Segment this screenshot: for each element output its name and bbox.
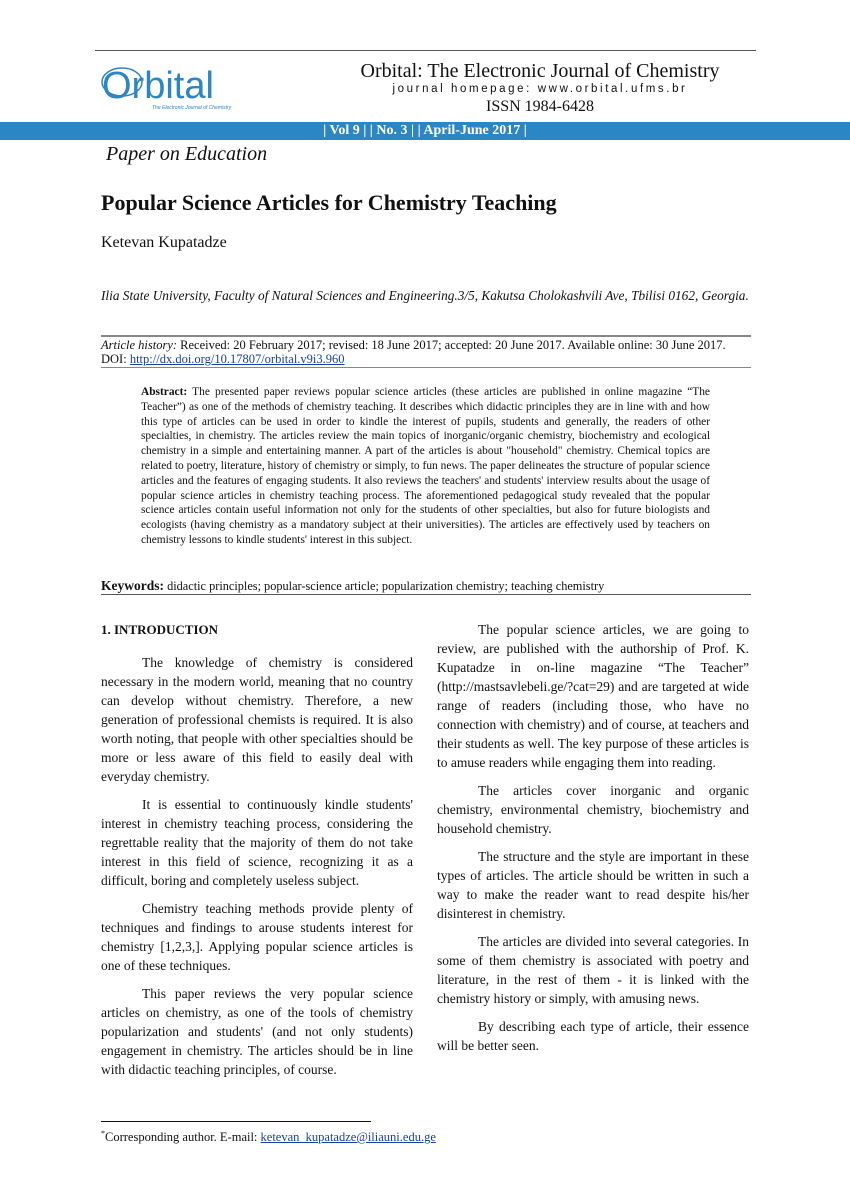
paragraph: It is essential to continuously kindle students' interest in chemistry teaching process, considering the regrettable reality that the majority of them do not take interest in this field of science, recognizing it as a difficult, boring and completely useless subject. [101, 797, 413, 888]
paragraph: The structure and the style are important in these types of articles. The article should be written in such a way to make the reader want to read despite his/her disinterest in chemistry. [437, 849, 749, 921]
journal-title: Orbital: The Electronic Journal of Chemistry [360, 60, 720, 82]
keywords [101, 578, 751, 594]
header-rule [95, 50, 756, 51]
paragraph: By describing each type of article, their essence will be better seen. [437, 1019, 749, 1053]
section-heading: 1. INTRODUCTION [101, 622, 219, 637]
abstract-text: The presented paper reviews popular science articles (these articles are published in online magazine “The Teacher”) as one of the methods of chemistry teaching. It describes which didactic principles they are in line with and how this type of articles can be used in order to kindle the interest of pupils, students and generally, the readers of other specialties, in chemistry. The articles review the main topics of inorganic/organic chemistry, biochemistry and ecological chemistry in a simple and entertaining manner. A part of the articles is about "household" chemistry. Chemical topics are related to poetry, literature, history of chemistry or simply, to fun news. The paper delineates the structure of popular science articles and the features of engaging students. It also reviews the teachers' and students' interview results about the usage of popular science articles in chemistry teaching process. The aforementioned pedagogical study revealed that the popular science articles contain useful information not only for the students of other specialties, but also for future biologists and ecologists (having chemistry as a mandatory subject at their universities). The articles are effectively used by teachers on chemistry lessons to kindle students' interest in this subject. [141, 386, 710, 546]
author-name: Ketevan Kupatadze [101, 234, 227, 251]
section-label: Paper on Education [106, 143, 268, 165]
orbital-logo [100, 60, 242, 112]
body-column-right [437, 620, 749, 1064]
abstract-label: Abstract: [141, 386, 188, 398]
history-label: Article history: [101, 338, 178, 352]
keywords-text: didactic principles; popular-science article; popularization chemistry; teaching chemistry [167, 579, 605, 593]
footnote-marker: * [101, 1129, 105, 1138]
affiliation: Ilia State University, Faculty of Natural Sciences and Engineering.3/5, Kakutsa Cholokashvili Ave, Tbilisi 0162, Georgia. [101, 288, 749, 303]
history-text: Received: 20 February 2017; revised: 18 June 2017; accepted: 20 June 2017. Available online: 30 June 2017. [180, 338, 726, 352]
footnote-text: Corresponding author. E-mail: [105, 1130, 261, 1145]
paragraph: The articles cover inorganic and organic chemistry, environmental chemistry, biochemistry and household chemistry. [437, 783, 749, 836]
history-rule-bottom [101, 367, 751, 368]
journal-homepage: journal homepage: www.orbital.ufms.br [392, 83, 688, 95]
keywords-rule [101, 594, 751, 595]
paragraph: The popular science articles, we are going to review, are published with the authorship of Prof. K. Kupatadze in on-line magazine “The Teacher” (http://mastsavlebeli.ge/?cat=29) and are targeted at wide range of readers (including those, who have no connection with chemistry) and of course, at teachers and their students as well. The key purpose of these articles is to amuse readers while engaging them into reading. [437, 622, 749, 770]
logo-text: Orbital [102, 65, 214, 107]
body-column-left [101, 620, 413, 1088]
author-email-link[interactable]: ketevan_kupatadze@iliauni.edu.ge [260, 1130, 436, 1145]
footnote [101, 1129, 436, 1145]
volume-info: | Vol 9 | | No. 3 | | April-June 2017 | [323, 123, 527, 138]
doi-label: DOI: [101, 352, 127, 366]
footnote-rule [101, 1121, 371, 1122]
doi-link[interactable]: http://dx.doi.org/10.17807/orbital.v9i3.960 [129, 352, 345, 366]
paragraph: This paper reviews the very popular science articles on chemistry, as one of the tools of chemistry popularization and students' (and not only students) engagement in chemistry. The articles should be in line with didactic teaching principles, of course. [101, 986, 413, 1077]
abstract [141, 385, 710, 548]
paragraph: Chemistry teaching methods provide plenty of techniques and findings to arouse students interest for chemistry [1,2,3,]. Applying popular science articles is one of these techniques. [101, 901, 413, 973]
paper-title: Popular Science Articles for Chemistry Teaching [101, 190, 557, 215]
keywords-label: Keywords: [101, 578, 164, 593]
journal-issn: ISSN 1984-6428 [485, 98, 594, 115]
logo-tagline: The Electronic Journal of Chemistry [152, 105, 232, 111]
paragraph: The knowledge of chemistry is considered necessary in the modern world, meaning that no country can develop without chemistry. Therefore, a new generation of professional chemists is required. It is also worth noting, that people with other specialties should be more or less aware of this field to easily deal with everyday chemistry. [101, 655, 413, 784]
paragraph: The articles are divided into several categories. In some of them chemistry is associated with poetry and literature, in the rest of them - it is linked with the chemistry history or simply, with amusing news. [437, 934, 749, 1006]
history-rule-top [101, 335, 751, 337]
article-history [101, 338, 751, 366]
